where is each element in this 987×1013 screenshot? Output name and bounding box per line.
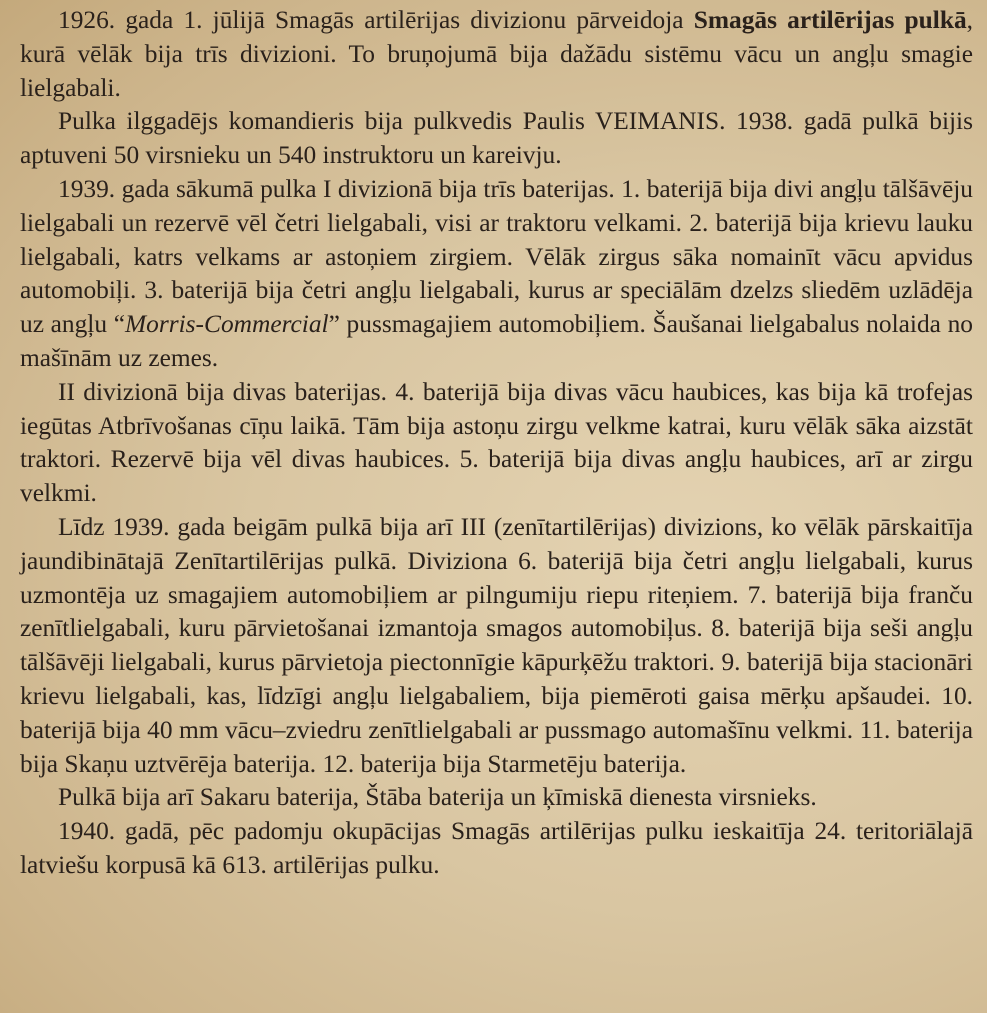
paragraph-3-text-end: ” pussmagajiem automobiļiem. Šaušanai lielgabalus nolaida no mašīnām uz zemes. (20, 310, 973, 372)
paragraph-7-text: 1940. gadā, pēc padomju okupācijas Smagās artilērijas pulku ieskaitīja 24. teritoriālajā latviešu korpusā kā 613. artilērijas pulku. (20, 817, 973, 879)
vehicle-brand-italic: Morris-Commercial (125, 310, 329, 339)
paragraph-5-text: Līdz 1939. gada beigām pulkā bija arī III (zenītartilērijas) divizions, ko vēlāk pārskaitīja jaundibinātajā Zenītartilērijas pulkā. Diviziona 6. baterijā bija četri angļu lielgabali, kurus uzmontēja uz smagajiem automobiļiem ar pilngumiju riepu riteņiem. 7. baterijā bija franču zenītlielgabali, kuru pārvietošanai izmantoja smagos automobiļus. 8. baterijā bija seši angļu tālšāvēji lielgabali, kurus pārvietoja piectonnīgie kāpurķēžu traktori. 9. baterijā bija stacionāri krievu lielgabali, kas, līdzīgi angļu lielgabaliem, bija piemēroti gaisa mērķu apšaudei. 10. baterijā bija 40 mm vācu–zviedru zenītlielgabali ar pussmago automašīnu velkmi. 11. baterija bija Skaņu uztvērēja baterija. 12. baterija bija Starmetēju baterija. (20, 512, 973, 778)
paragraph-3 (20, 173, 973, 376)
paragraph-2 (20, 105, 973, 173)
regiment-name-bold: Smagās artilērijas pulkā (693, 6, 967, 34)
paragraph-3-text: 1939. gada sākumā pulka I divizionā bija trīs baterijas. 1. baterijā bija divi angļu tālšāvēju lielgabali un rezervē vēl četri lielgabali, visi ar traktoru velkami. 2. baterijā bija krievu lauku lielgabali, katrs velkams ar astoņiem zirgiem. Vēlāk zirgus sāka nomainīt vācu apvidus automobiļi. 3. baterijā bija četri angļu lielgabali, kurus ar speciālām dzelzs sliedēm uzlādēja uz angļu “ (20, 174, 973, 339)
paragraph-2-text: Pulka ilggadējs komandieris bija pulkvedis Paulis VEIMANIS. 1938. gadā pulkā bijis aptuveni 50 virsnieku un 540 instruktoru un kareivju. (20, 107, 973, 170)
paragraph-4-text: II divizionā bija divas baterijas. 4. baterijā bija divas vācu haubices, kas bija kā trofejas iegūtas Atbrīvošanas cīņu laikā. Tām bija astoņu zirgu velkme katrai, kuru vēlāk sāka aizstāt traktori. Rezervē bija vēl divas haubices. 5. baterijā bija divas angļu haubices, arī ar zirgu velkmi. (20, 377, 973, 508)
paragraph-1-text-end: , kurā vēlāk bija trīs divizioni. To bruņojumā bija dažādu sistēmu vācu un angļu smagie lielgabali. (20, 6, 973, 102)
paragraph-6 (20, 781, 973, 815)
paragraph-5 (20, 511, 973, 781)
paragraph-1-text: 1926. gada 1. jūlijā Smagās artilērijas divizionu pārveidoja (58, 6, 694, 34)
paragraph-6-text: Pulkā bija arī Sakaru baterija, Štāba baterija un ķīmiskā dienesta virsnieks. (58, 783, 817, 812)
paragraph-4 (20, 376, 973, 511)
paragraph-1 (20, 4, 973, 105)
paragraph-7 (20, 815, 973, 883)
